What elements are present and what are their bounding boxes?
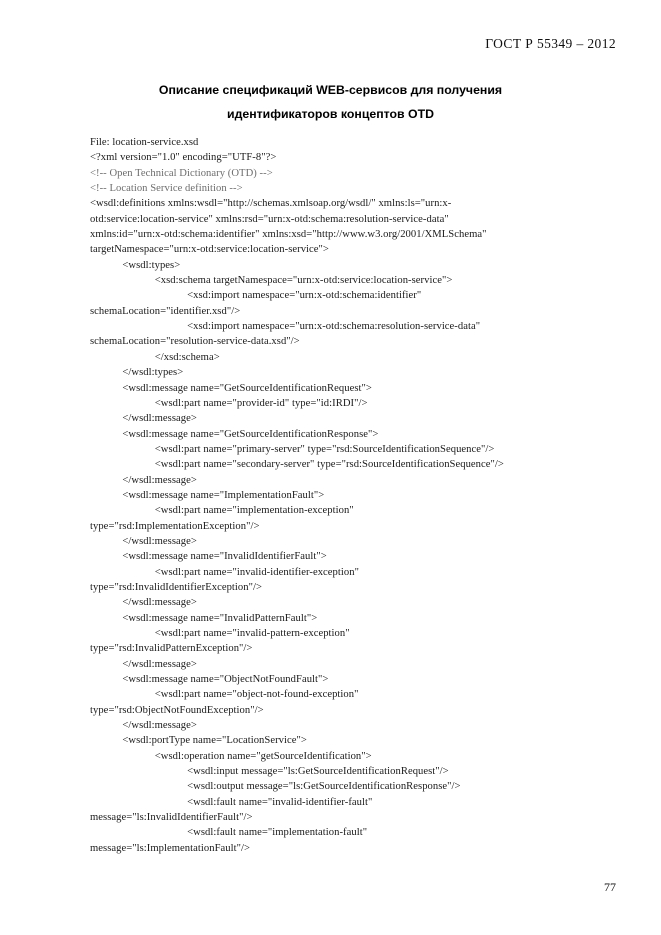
standard-header: ГОСТ Р 55349 – 2012 [485, 36, 616, 51]
wsdl-code-listing [90, 135, 635, 856]
code-line: targetNamespace="urn:x-otd:service:location-service"> [90, 244, 329, 256]
code-line: <wsdl:message name="InvalidPatternFault"> [90, 612, 318, 624]
code-line: </xsd:schema> [90, 351, 220, 363]
code-line: <wsdl:part name="invalid-pattern-exception" [90, 628, 350, 639]
code-line: <wsdl:definitions xmlns:wsdl="http://schemas.xmlsoap.org/wsdl/" xmlns:ls="urn:x- [90, 198, 452, 210]
code-line: type="rsd:ObjectNotFoundException"/> [90, 704, 264, 716]
code-line: <wsdl:input message="ls:GetSourceIdentificationRequest"/> [90, 766, 449, 778]
code-line: schemaLocation="resolution-service-data.xsd"/> [90, 336, 300, 348]
code-line: File: location-service.xsd [90, 137, 199, 148]
code-line: <wsdl:operation name="getSourceIdentification"> [90, 750, 372, 762]
page-title-line-1: Описание спецификаций WEB-сервисов для получения [158, 83, 503, 97]
code-line: </wsdl:types> [90, 367, 184, 379]
code-line: <wsdl:part name="object-not-found-exception" [90, 689, 359, 701]
code-line: <xsd:schema targetNamespace="urn:x-otd:service:location-service"> [90, 275, 453, 287]
code-line: type="rsd:ImplementationException"/> [90, 520, 260, 532]
code-line: </wsdl:message> [90, 535, 197, 547]
code-line: <!-- Location Service definition --> [90, 183, 243, 195]
code-line: message="ls:InvalidIdentifierFault"/> [90, 812, 253, 824]
code-line: type="rsd:InvalidIdentifierException"/> [90, 581, 262, 593]
code-line: <wsdl:fault name="invalid-identifier-fault" [90, 796, 373, 808]
code-line: <!-- Open Technical Dictionary (OTD) --> [90, 167, 273, 179]
code-line: <wsdl:part name="primary-server" type="rsd:SourceIdentificationSequence"/> [90, 443, 495, 455]
code-line: schemaLocation="identifier.xsd"/> [90, 305, 241, 317]
code-line: <wsdl:message name="ImplementationFault"> [90, 489, 325, 501]
page-title [0, 84, 661, 121]
code-line: <wsdl:message name="GetSourceIdentificationRequest"> [90, 382, 372, 394]
code-line: <wsdl:message name="ObjectNotFoundFault"> [90, 674, 329, 686]
code-line: <xsd:import namespace="urn:x-otd:schema:identifier" [90, 290, 422, 302]
code-line: <wsdl:output message="ls:GetSourceIdentificationResponse"/> [90, 781, 461, 793]
code-line: message="ls:ImplementationFault"/> [90, 842, 250, 854]
code-line: <xsd:import namespace="urn:x-otd:schema:resolution-service-data" [90, 321, 481, 333]
code-line: </wsdl:message> [90, 658, 197, 670]
code-line: <wsdl:part name="provider-id" type="id:IRDI"/> [90, 397, 368, 409]
code-line: <wsdl:message name="InvalidIdentifierFault"> [90, 551, 327, 563]
code-line: </wsdl:message> [90, 597, 197, 609]
code-line: <?xml version="1.0" encoding="UTF-8"?> [90, 152, 277, 164]
code-line: otd:service:location-service" xmlns:rsd="urn:x-otd:schema:resolution-service-data" [90, 213, 449, 225]
page-number: 77 [604, 880, 616, 894]
code-line: <wsdl:part name="implementation-exception" [90, 505, 354, 517]
code-line: </wsdl:message> [90, 413, 197, 425]
code-line: <wsdl:fault name="implementation-fault" [90, 827, 368, 839]
code-line: type="rsd:InvalidPatternException"/> [90, 643, 253, 655]
code-line: <wsdl:types> [90, 259, 181, 271]
code-line: xmlns:id="urn:x-otd:schema:identifier" xmlns:xsd="http://www.w3.org/2001/XMLSchema" [90, 229, 487, 241]
code-line: <wsdl:portType name="LocationService"> [90, 735, 307, 747]
code-line: <wsdl:part name="invalid-identifier-exception" [90, 566, 359, 578]
code-line: </wsdl:message> [90, 720, 197, 732]
page-title-line-2: идентификаторов концептов OTD [227, 107, 434, 122]
code-line: <wsdl:message name="GetSourceIdentificationResponse"> [90, 428, 379, 440]
code-line: </wsdl:message> [90, 474, 197, 486]
code-line: <wsdl:part name="secondary-server" type="rsd:SourceIdentificationSequence"/> [90, 459, 504, 471]
